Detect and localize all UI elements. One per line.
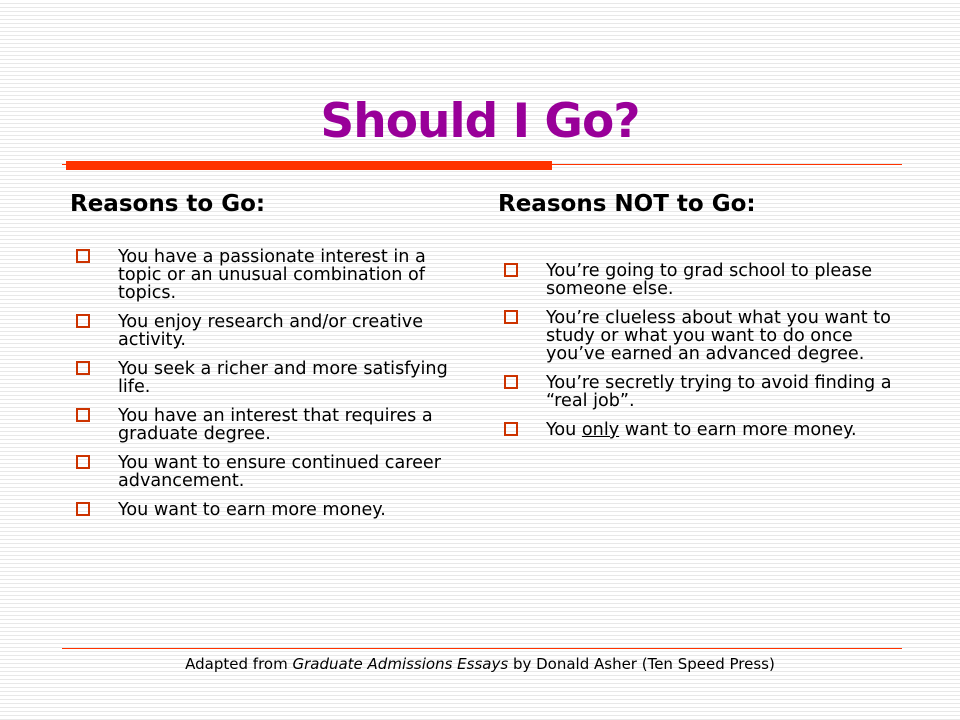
list-item [70, 360, 465, 396]
reasons-not-to-go-column [498, 190, 908, 450]
reasons-to-go-heading: Reasons to Go: [70, 191, 266, 217]
list-item [70, 454, 465, 490]
list-item-text-underlined: only [581, 420, 620, 440]
hollow-square-bullet-icon [76, 502, 90, 516]
footer-citation [0, 655, 960, 673]
list-item [70, 501, 465, 519]
footer-suffix: by Donald Asher (Ten Speed Press) [508, 655, 775, 673]
list-item [498, 421, 908, 439]
hollow-square-bullet-icon [504, 310, 518, 324]
hollow-square-bullet-icon [76, 455, 90, 469]
reasons-to-go-list [70, 248, 465, 519]
hollow-square-bullet-icon [76, 361, 90, 375]
list-item-text: You’re clueless about what you want to study or what you want to do once you’ve earned an advanced degree. [546, 308, 891, 364]
list-item-text: You seek a richer and more satisfying life. [118, 359, 448, 397]
footer-prefix: Adapted from [185, 655, 293, 673]
list-item [498, 262, 908, 298]
list-item-text: You have a passionate interest in a topic or an unusual combination of topics. [118, 247, 426, 303]
hollow-square-bullet-icon [76, 249, 90, 263]
hollow-square-bullet-icon [504, 422, 518, 436]
footer-divider-line [62, 648, 902, 649]
list-item-text: You enjoy research and/or creative activity. [118, 312, 424, 350]
title-accent-bar [66, 161, 552, 170]
reasons-not-to-go-heading: Reasons NOT to Go: [498, 191, 756, 217]
list-item-text: You want to earn more money. [118, 500, 386, 520]
list-item-text-before: You [546, 420, 582, 440]
slide-title: Should I Go? [320, 94, 640, 149]
list-item-text: You’re going to grad school to please someone else. [546, 261, 873, 299]
footer-book-title: Graduate Admissions Essays [292, 655, 509, 673]
hollow-square-bullet-icon [76, 314, 90, 328]
list-item [70, 407, 465, 443]
list-item-text: You have an interest that requires a graduate degree. [118, 406, 433, 444]
hollow-square-bullet-icon [76, 408, 90, 422]
list-item [498, 374, 908, 410]
list-item-text: You want to ensure continued career advancement. [118, 453, 441, 491]
hollow-square-bullet-icon [504, 263, 518, 277]
list-item [498, 309, 908, 363]
reasons-to-go-column [70, 190, 465, 530]
list-item [70, 313, 465, 349]
list-item [70, 248, 465, 302]
hollow-square-bullet-icon [504, 375, 518, 389]
list-item-text-after: want to earn more money. [619, 420, 857, 440]
list-item-text: You’re secretly trying to avoid finding a “real job”. [546, 373, 892, 411]
reasons-not-to-go-list [498, 262, 908, 439]
